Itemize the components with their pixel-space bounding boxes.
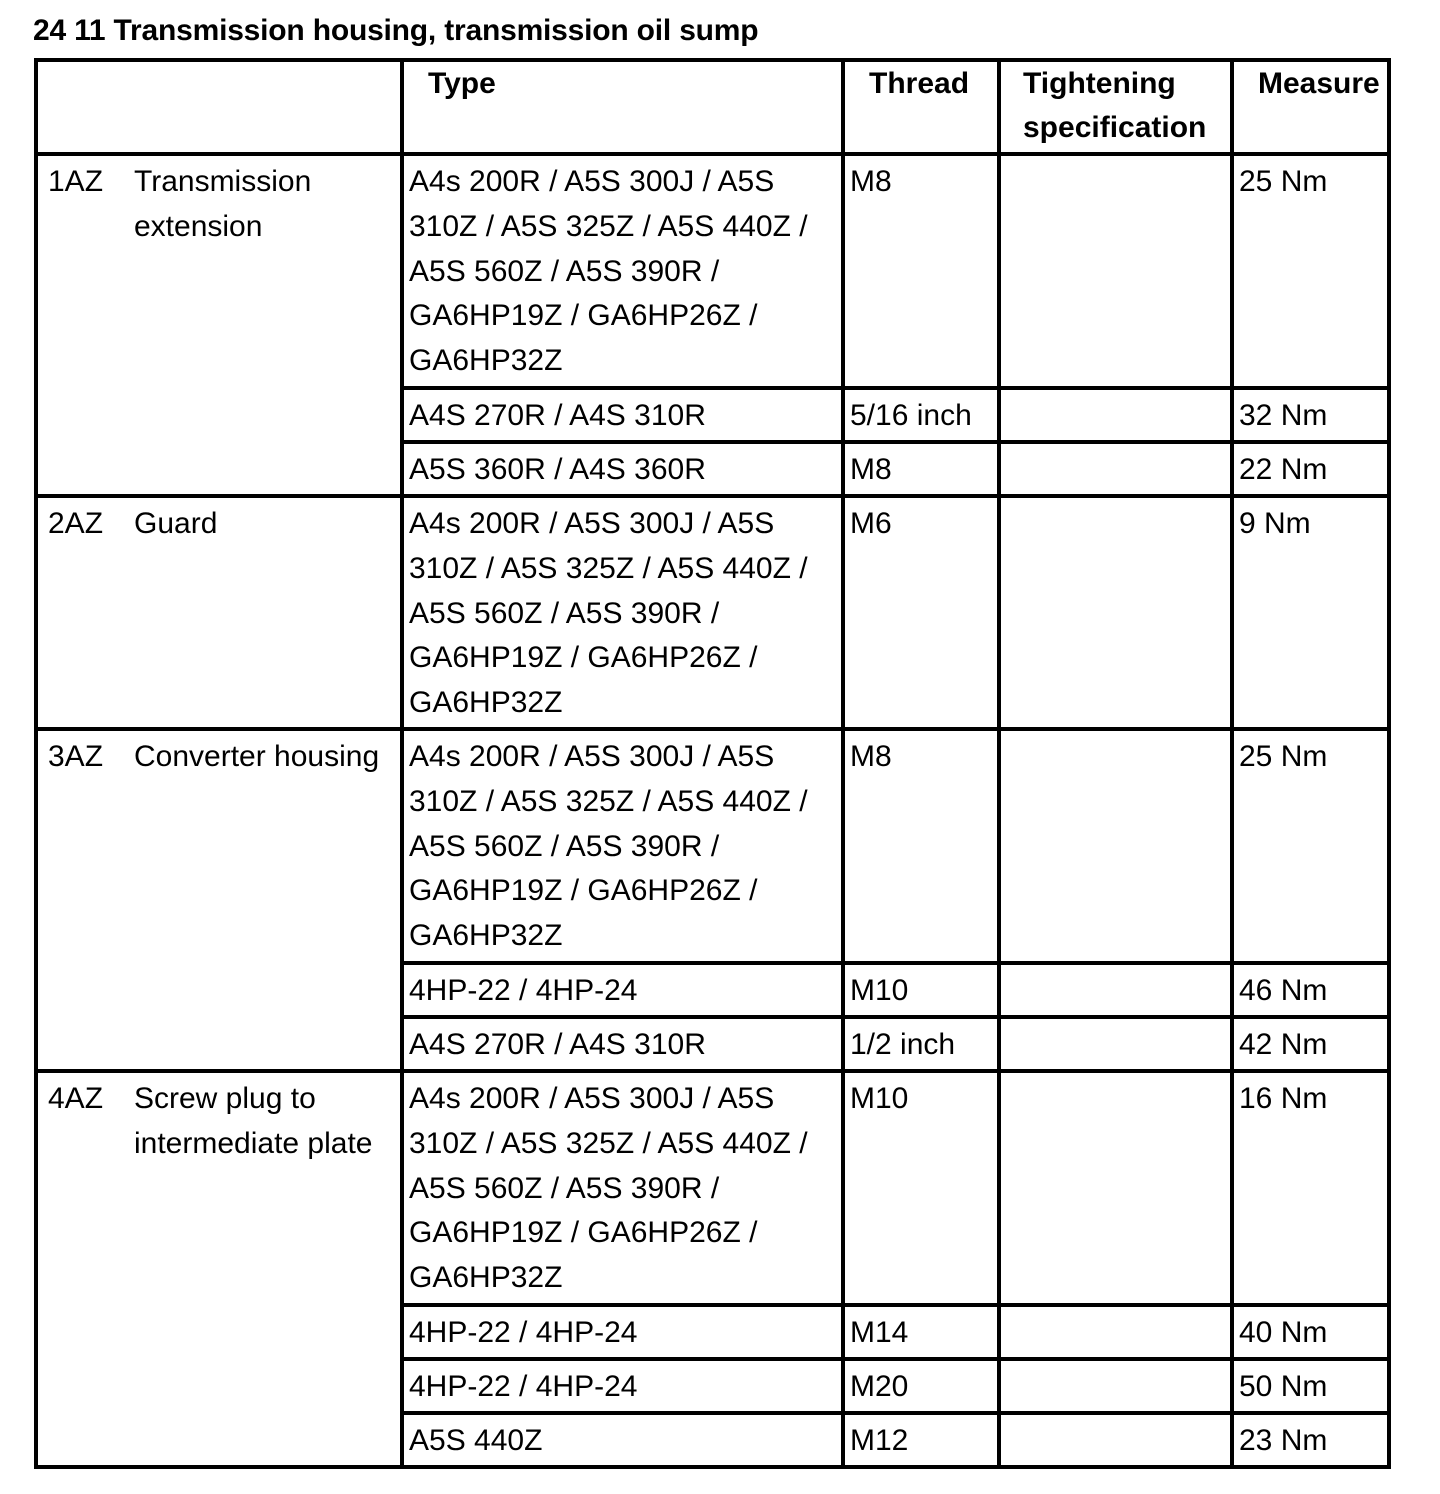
measure-cell: 23 Nm <box>1232 1413 1389 1467</box>
measure-cell: 42 Nm <box>1232 1017 1389 1071</box>
measure-cell: 25 Nm <box>1232 154 1389 388</box>
component-cell <box>36 729 402 1071</box>
tightening-cell <box>999 963 1232 1017</box>
component-code: 2AZ <box>48 507 104 540</box>
thread-cell: M8 <box>843 729 999 963</box>
component-code: 3AZ <box>48 740 104 773</box>
component-label <box>38 1077 400 1167</box>
type-cell: A4S 270R / A4S 310R <box>402 1017 843 1071</box>
header-thread: Thread <box>843 60 999 154</box>
type-cell: A5S 360R / A4S 360R <box>402 442 843 496</box>
table-header-row <box>36 60 1389 154</box>
measure-cell: 46 Nm <box>1232 963 1389 1017</box>
component-label <box>38 735 400 780</box>
component-code: 1AZ <box>48 165 104 198</box>
header-component <box>36 60 402 154</box>
torque-spec-table <box>34 58 1391 1469</box>
component-name: Transmission extension <box>134 165 312 243</box>
table-row <box>36 729 1389 963</box>
measure-cell: 40 Nm <box>1232 1305 1389 1359</box>
type-cell: 4HP-22 / 4HP-24 <box>402 1359 843 1413</box>
header-type: Type <box>402 60 843 154</box>
table-row <box>36 1071 1389 1305</box>
type-cell: A4s 200R / A5S 300J / A5S 310Z / A5S 325Z / A5S 440Z / A5S 560Z / A5S 390R / GA6HP19Z / GA6HP26Z / GA6HP32Z <box>402 1071 843 1305</box>
measure-cell: 50 Nm <box>1232 1359 1389 1413</box>
header-measure: Measure <box>1232 60 1389 154</box>
thread-cell: M8 <box>843 442 999 496</box>
thread-cell: M14 <box>843 1305 999 1359</box>
type-cell: 4HP-22 / 4HP-24 <box>402 963 843 1017</box>
table-body <box>36 154 1389 1467</box>
tightening-cell <box>999 496 1232 729</box>
component-cell <box>36 154 402 496</box>
component-cell <box>36 1071 402 1467</box>
thread-cell: M6 <box>843 496 999 729</box>
component-label <box>38 502 400 547</box>
thread-cell: M10 <box>843 963 999 1017</box>
measure-cell: 16 Nm <box>1232 1071 1389 1305</box>
type-cell: A4s 200R / A5S 300J / A5S 310Z / A5S 325Z / A5S 440Z / A5S 560Z / A5S 390R / GA6HP19Z / GA6HP26Z / GA6HP32Z <box>402 154 843 388</box>
measure-cell: 9 Nm <box>1232 496 1389 729</box>
thread-cell: M8 <box>843 154 999 388</box>
type-cell: A4s 200R / A5S 300J / A5S 310Z / A5S 325Z / A5S 440Z / A5S 560Z / A5S 390R / GA6HP19Z / GA6HP26Z / GA6HP32Z <box>402 729 843 963</box>
component-name: Screw plug to intermediate plate <box>134 1082 373 1160</box>
tightening-cell <box>999 1359 1232 1413</box>
page-title: 24 11 Transmission housing, transmission oil sump <box>33 14 759 47</box>
type-cell: A4s 200R / A5S 300J / A5S 310Z / A5S 325Z / A5S 440Z / A5S 560Z / A5S 390R / GA6HP19Z / GA6HP26Z / GA6HP32Z <box>402 496 843 729</box>
header-tightening-specification: Tightening specification <box>999 60 1232 154</box>
measure-cell: 25 Nm <box>1232 729 1389 963</box>
type-cell: 4HP-22 / 4HP-24 <box>402 1305 843 1359</box>
component-code: 4AZ <box>48 1082 104 1115</box>
thread-cell: 5/16 inch <box>843 388 999 442</box>
table-row <box>36 154 1389 388</box>
measure-cell: 22 Nm <box>1232 442 1389 496</box>
component-name: Converter housing <box>134 740 380 773</box>
type-cell: A4S 270R / A4S 310R <box>402 388 843 442</box>
thread-cell: 1/2 inch <box>843 1017 999 1071</box>
component-label <box>38 160 400 250</box>
component-cell <box>36 496 402 729</box>
tightening-cell <box>999 1413 1232 1467</box>
tightening-cell <box>999 1017 1232 1071</box>
tightening-cell <box>999 388 1232 442</box>
thread-cell: M12 <box>843 1413 999 1467</box>
component-name: Guard <box>134 507 218 540</box>
measure-cell: 32 Nm <box>1232 388 1389 442</box>
tightening-cell <box>999 154 1232 388</box>
type-cell: A5S 440Z <box>402 1413 843 1467</box>
thread-cell: M10 <box>843 1071 999 1305</box>
tightening-cell <box>999 1071 1232 1305</box>
thread-cell: M20 <box>843 1359 999 1413</box>
tightening-cell <box>999 1305 1232 1359</box>
tightening-cell <box>999 442 1232 496</box>
tightening-cell <box>999 729 1232 963</box>
table-row <box>36 496 1389 729</box>
